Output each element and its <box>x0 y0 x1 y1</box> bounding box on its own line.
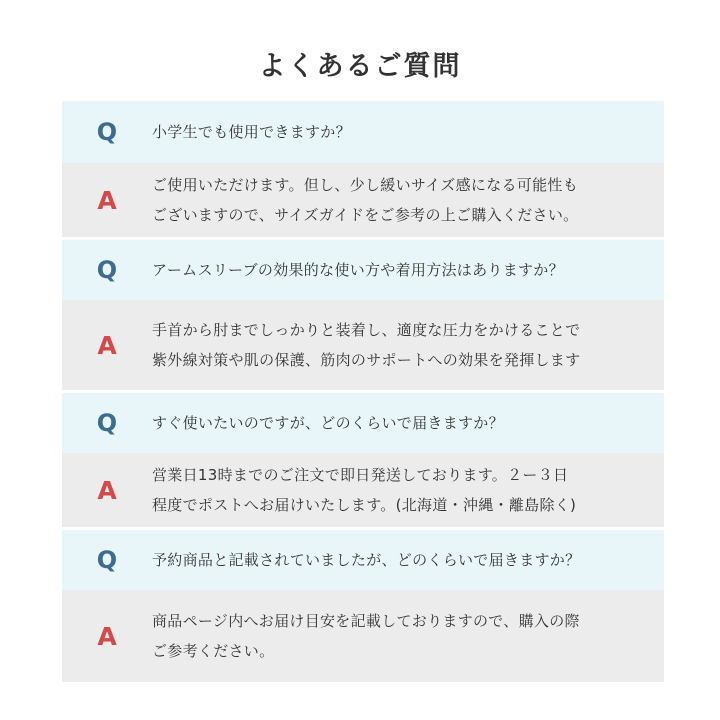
faq-answer-4 <box>62 590 664 682</box>
answer-text: 営業日13時までのご注文で即日発送しております。２ー３日 程度でポストへお届けいたします。(北海道・沖縄・離島除く) <box>152 466 577 514</box>
answer-text: ご使用いただけます。但し、少し緩いサイズ感になる可能性も ございますので、サイズガイドをご参考の上ご購入ください。 <box>152 176 579 224</box>
page-title: よくあるご質問 <box>258 51 462 82</box>
faq-question-2 <box>62 240 664 300</box>
faq-question-4 <box>62 530 664 590</box>
faq-answer-1 <box>62 163 664 237</box>
question-icon: Q <box>96 409 118 437</box>
question-icon: Q <box>96 256 118 284</box>
question-text: 小学生でも使用できますか？ <box>152 123 351 141</box>
answer-text: 手首から肘までしっかりと装着し、適度な圧力をかけることで 紫外線対策や肌の保護、筋肉のサポートへの効果を発揮します <box>152 321 581 369</box>
faq-answer-2 <box>62 300 664 390</box>
question-text: すぐ使いたいのですが、どのくらいで届きますか？ <box>152 414 504 432</box>
faq-question-3 <box>62 393 664 453</box>
answer-icon: A <box>97 185 117 215</box>
question-text: アームスリーブの効果的な使い方や着用方法はありますか？ <box>152 261 564 279</box>
faq-question-1 <box>62 101 664 163</box>
answer-icon: A <box>97 621 117 651</box>
answer-icon: A <box>97 475 117 505</box>
question-icon: Q <box>96 546 118 574</box>
question-text: 予約商品と記載されていましたが、どのくらいで届きますか？ <box>152 551 581 569</box>
faq-answer-3 <box>62 453 664 527</box>
answer-text: 商品ページ内へお届け目安を記載しておりますので、購入の際 ご参考ください。 <box>152 612 580 660</box>
answer-icon: A <box>97 330 117 360</box>
question-icon: Q <box>96 118 118 146</box>
